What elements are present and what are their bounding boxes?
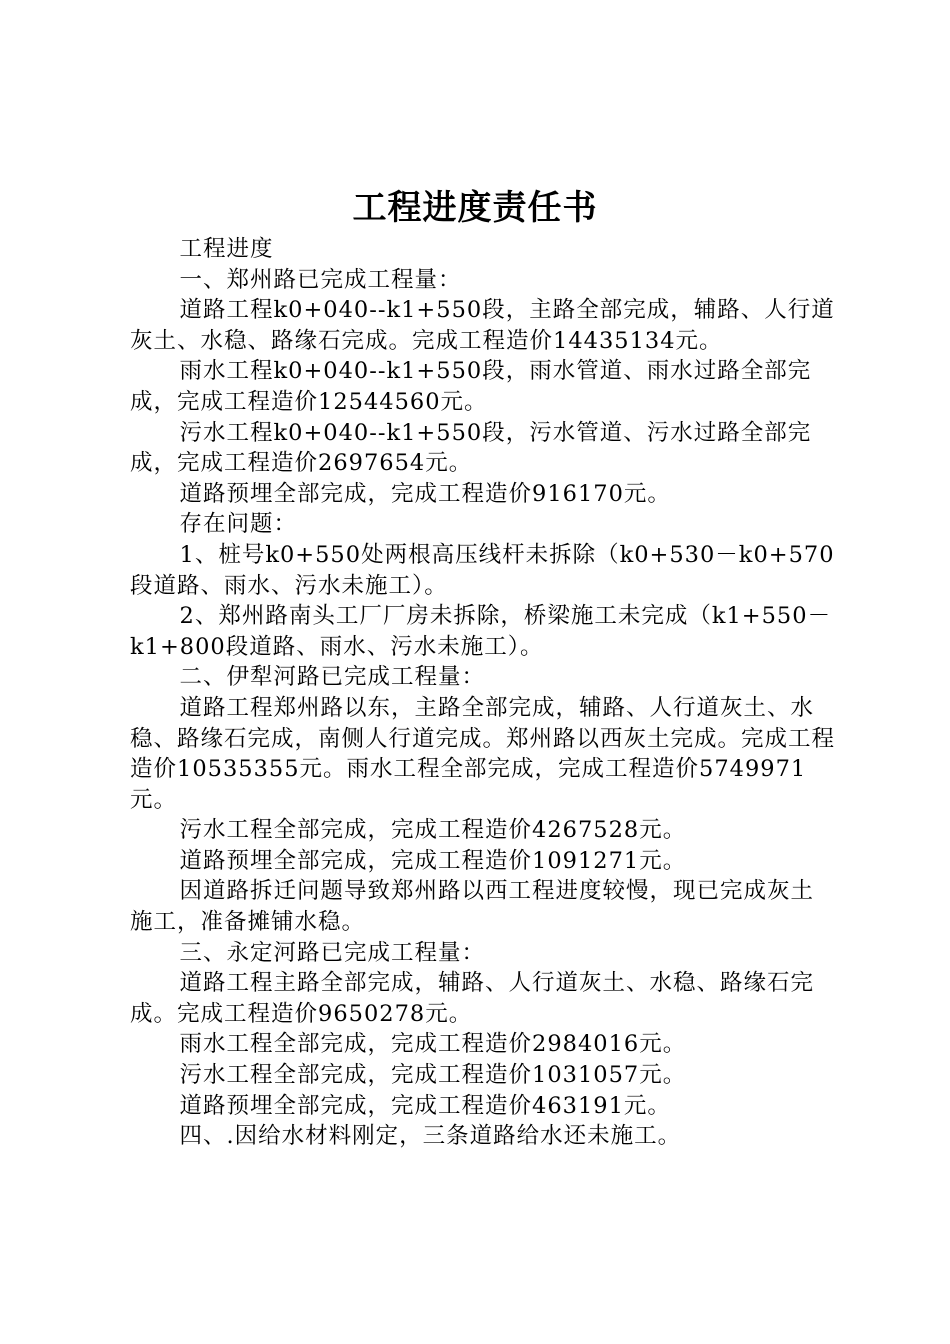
section-heading-yili-river-road: 二、伊犁河路已完成工程量： [179,664,486,691]
section-heading-yongding-river-road: 三、永定河路已完成工程量： [179,939,486,966]
section-heading-water-supply: 四、.因给水材料刚定，三条道路给水还未施工。 [179,1123,682,1150]
paragraph: 雨水工程k0+040--k1+550段，雨水管道、雨水过路全部完成，完成工程造价12544560元。 [130,358,812,415]
paragraph: 污水工程全部完成，完成工程造价1031057元。 [179,1062,687,1089]
issue-item: 1、桩号k0+550处两根高压线杆未拆除（k0+530－k0+570段道路、雨水、污水未施工）。 [130,541,835,599]
paragraph: 道路预埋全部完成，完成工程造价463191元。 [179,1092,671,1119]
paragraph: 道路工程主路全部完成，辅路、人行道灰土、水稳、路缘石完成。完成工程造价9650278元。 [130,970,815,1027]
document-body [130,234,835,1152]
issue-item: 2、郑州路南头工厂厂房未拆除，桥梁施工未完成（k1+550－k1+800段道路、雨水、污水未施工）。 [130,603,832,660]
issues-heading: 存在问题： [179,511,298,538]
paragraph: 道路预埋全部完成，完成工程造价916170元。 [179,480,671,507]
section-heading-zhengzhou-road: 一、郑州路已完成工程量： [179,266,462,293]
paragraph: 污水工程全部完成，完成工程造价4267528元。 [179,817,687,844]
document-title: 工程进度责任书 [352,188,598,228]
paragraph: 道路工程k0+040--k1+550段，主路全部完成，辅路、人行道灰土、水稳、路缘石完成。完成工程造价14435134元。 [130,297,835,354]
paragraph: 因道路拆迁问题导致郑州路以西工程进度较慢，现已完成灰土施工，准备摊铺水稳。 [130,878,815,936]
paragraph: 污水工程k0+040--k1+550段，污水管道、污水过路全部完成，完成工程造价2697654元。 [130,419,812,477]
paragraph: 雨水工程全部完成，完成工程造价2984016元。 [179,1031,687,1058]
paragraph-heading: 工程进度 [179,236,274,262]
paragraph: 道路工程郑州路以东，主路全部完成，辅路、人行道灰土、水稳、路缘石完成，南侧人行道完成。郑州路以西灰土完成。完成工程造价10535355元。雨水工程全部完成，完成工程造价5749971元。 [130,694,836,813]
paragraph: 道路预埋全部完成，完成工程造价1091271元。 [179,847,687,874]
